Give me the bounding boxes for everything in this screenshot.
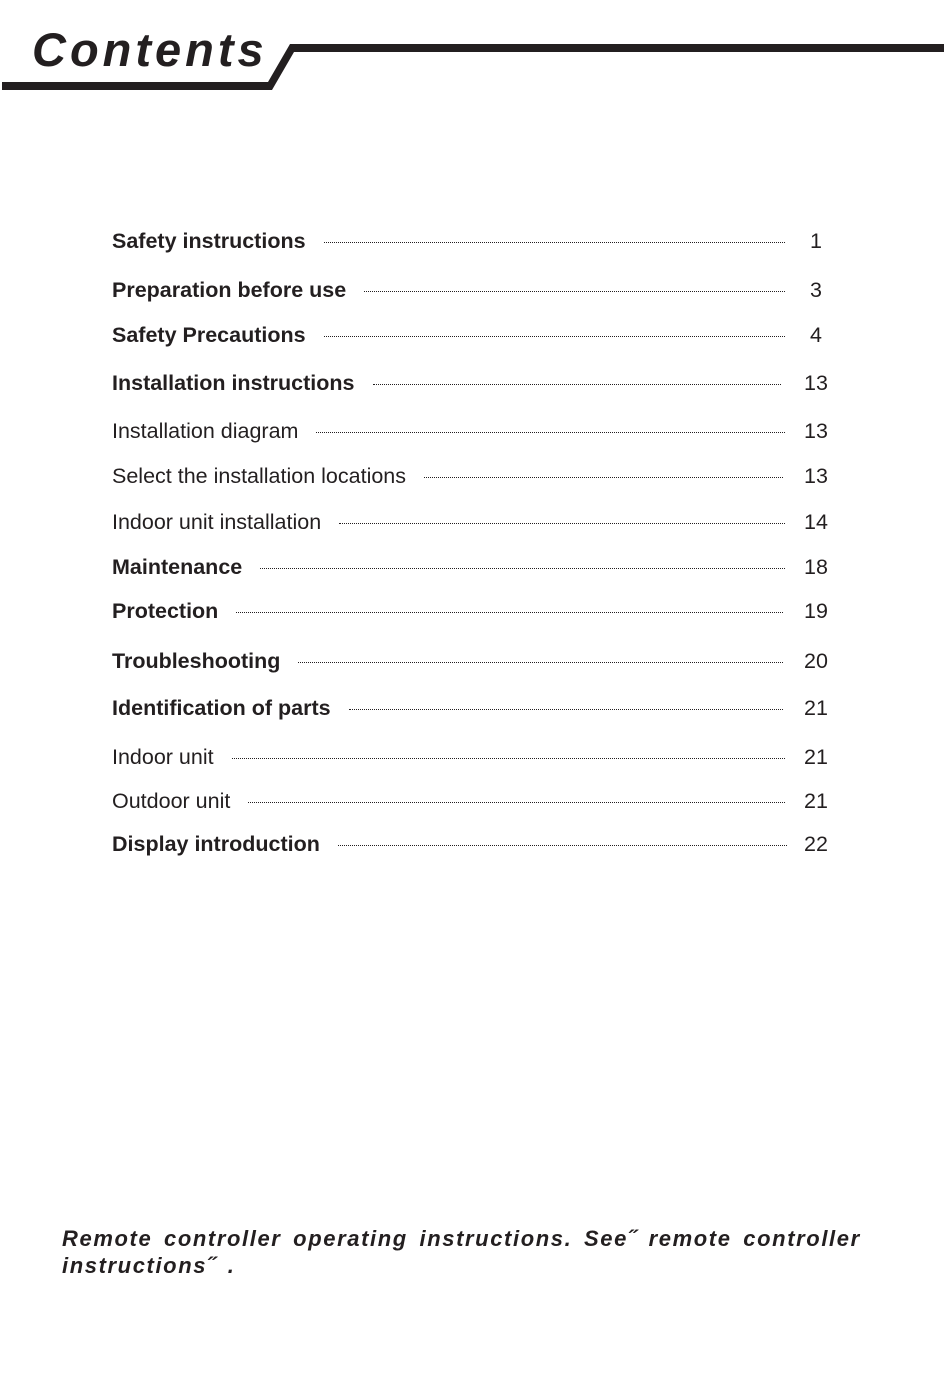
toc-dot-leader xyxy=(424,477,783,478)
toc-entry-label: Preparation before use xyxy=(112,278,347,302)
toc-entry-page: 4 xyxy=(810,323,822,347)
toc-dot-leader xyxy=(364,291,785,292)
toc-entry-label: Display introduction xyxy=(112,832,320,856)
toc-entry[interactable] xyxy=(112,226,832,256)
toc-entry-page: 14 xyxy=(804,510,828,534)
toc-dot-leader xyxy=(338,845,787,846)
toc-entry[interactable] xyxy=(112,461,832,491)
toc-entry-label: Troubleshooting xyxy=(112,649,281,673)
toc-entry-label: Identification of parts xyxy=(112,696,331,720)
toc-entry-label: Installation diagram xyxy=(112,419,299,443)
toc-dot-leader xyxy=(236,612,783,613)
toc-entry-label: Safety instructions xyxy=(112,229,306,253)
toc-entry[interactable] xyxy=(112,368,832,398)
toc-entry-page: 22 xyxy=(804,832,828,856)
toc-entry-label: Indoor unit xyxy=(112,745,214,769)
page-title: Contents xyxy=(32,23,268,76)
toc-dot-leader xyxy=(298,662,783,663)
toc-entry-label: Outdoor unit xyxy=(112,789,231,813)
toc-entry-page: 18 xyxy=(804,555,828,579)
toc-dot-leader xyxy=(349,709,783,710)
toc-dot-leader xyxy=(260,568,785,569)
toc-entry[interactable] xyxy=(112,596,832,626)
toc-entry[interactable] xyxy=(112,829,832,859)
contents-header xyxy=(0,0,950,100)
toc-entry-label: Indoor unit installation xyxy=(112,510,322,534)
toc-entry-page: 21 xyxy=(804,745,828,769)
toc-dot-leader xyxy=(324,336,785,337)
toc-entry-page: 21 xyxy=(804,789,828,813)
toc-entry[interactable] xyxy=(112,786,832,816)
toc-entry-page: 13 xyxy=(804,419,828,443)
toc-entry-page: 20 xyxy=(804,649,828,673)
toc-entry[interactable] xyxy=(112,742,832,772)
toc-dot-leader xyxy=(316,432,785,433)
remote-controller-note: Remote controller operating instructions. See˝ remote controller instructions˝ . xyxy=(62,1226,861,1278)
toc-entry[interactable] xyxy=(112,416,832,446)
toc-entry-label: Maintenance xyxy=(112,555,243,579)
toc-entry-label: Installation instructions xyxy=(112,371,355,395)
toc-entry-label: Safety Precautions xyxy=(112,323,306,347)
toc-dot-leader xyxy=(373,384,781,385)
toc-entry-page: 1 xyxy=(810,229,822,253)
toc-dot-leader xyxy=(339,523,785,524)
toc-dot-leader xyxy=(324,242,785,243)
toc-entry[interactable] xyxy=(112,275,832,305)
toc-dot-leader xyxy=(232,758,785,759)
toc-entry-page: 13 xyxy=(804,464,828,488)
toc-dot-leader xyxy=(248,802,785,803)
toc-entry-page: 3 xyxy=(810,278,822,302)
toc-entry-label: Protection xyxy=(112,599,219,623)
toc-entry[interactable] xyxy=(112,693,832,723)
toc-entry-label: Select the installation locations xyxy=(112,464,407,488)
toc-entry[interactable] xyxy=(112,507,832,537)
toc-entry-page: 13 xyxy=(804,371,828,395)
toc-entry-page: 19 xyxy=(804,599,828,623)
toc-entry-page: 21 xyxy=(804,696,828,720)
toc-entry[interactable] xyxy=(112,552,832,582)
toc-entry[interactable] xyxy=(112,320,832,350)
toc-entry[interactable] xyxy=(112,646,832,676)
